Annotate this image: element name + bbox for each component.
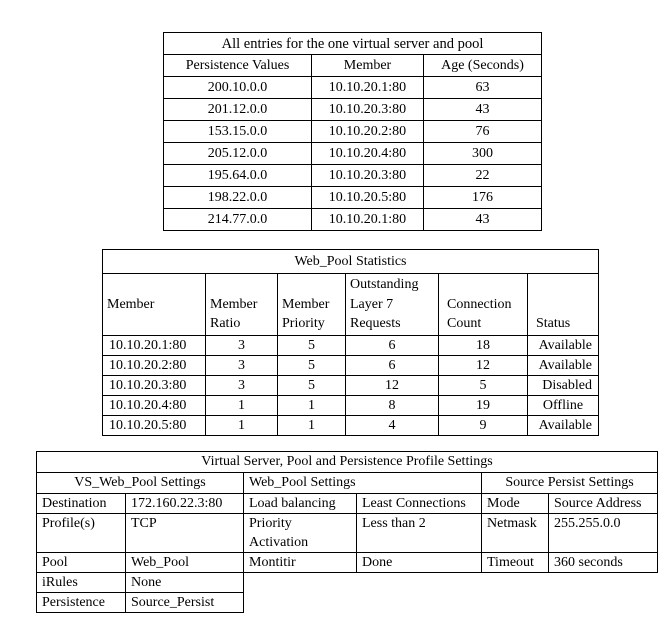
column-header: Status [528, 274, 599, 336]
table-row [164, 187, 542, 209]
table-row [164, 77, 542, 99]
settings-table [36, 451, 658, 613]
persistence-value: 214.77.0.0 [164, 209, 312, 231]
column-header: Age (Seconds) [424, 55, 542, 77]
setting-label: Profile(s) [37, 514, 126, 553]
setting-value: Done [357, 553, 482, 573]
column-header: Outstanding Layer 7 Requests [346, 274, 439, 336]
status: Offline [528, 395, 599, 415]
setting-label: Timeout [482, 553, 549, 573]
column-header: Persistence Values [164, 55, 312, 77]
status: Disabled [528, 375, 599, 395]
outstanding-requests: 8 [346, 395, 439, 415]
member-ratio: 3 [206, 375, 278, 395]
age: 76 [424, 121, 542, 143]
member: 10.10.20.4:80 [312, 143, 424, 165]
column-header: Member Priority [278, 274, 346, 336]
status: Available [528, 355, 599, 375]
member-priority: 1 [278, 395, 346, 415]
member: 10.10.20.1:80 [103, 335, 206, 355]
outstanding-requests: 4 [346, 415, 439, 435]
age: 43 [424, 209, 542, 231]
connection-count: 5 [439, 375, 528, 395]
status: Available [528, 335, 599, 355]
setting-value: TCP [126, 514, 244, 553]
setting-value: Web_Pool [126, 553, 244, 573]
persist-settings-header: Source Persist Settings [482, 473, 658, 494]
persistence-value: 205.12.0.0 [164, 143, 312, 165]
member: 10.10.20.5:80 [103, 415, 206, 435]
connection-count: 12 [439, 355, 528, 375]
table-row [164, 209, 542, 231]
age: 22 [424, 165, 542, 187]
table-row [103, 415, 599, 435]
member-priority: 5 [278, 375, 346, 395]
member: 10.10.20.2:80 [103, 355, 206, 375]
age: 300 [424, 143, 542, 165]
member: 10.10.20.5:80 [312, 187, 424, 209]
table-row [103, 375, 599, 395]
member-ratio: 1 [206, 395, 278, 415]
member-ratio: 3 [206, 355, 278, 375]
persistence-value: 153.15.0.0 [164, 121, 312, 143]
table-row [164, 99, 542, 121]
table-row [37, 553, 658, 573]
column-header: Connection Count [439, 274, 528, 336]
outstanding-requests: 6 [346, 335, 439, 355]
table-row [164, 143, 542, 165]
connection-count: 19 [439, 395, 528, 415]
setting-label: Priority Activation [244, 514, 357, 553]
pool-statistics-table [102, 249, 599, 436]
member-priority: 5 [278, 335, 346, 355]
table-row [103, 395, 599, 415]
table-row [164, 165, 542, 187]
column-header: Member [103, 274, 206, 336]
setting-label: Mode [482, 494, 549, 514]
persistence-value: 195.64.0.0 [164, 165, 312, 187]
table-row [37, 514, 658, 553]
member: 10.10.20.1:80 [312, 77, 424, 99]
table-row [164, 121, 542, 143]
table-title: Web_Pool Statistics [103, 250, 599, 274]
setting-value: Least Connections [357, 494, 482, 514]
persistence-table [163, 32, 542, 231]
setting-value: 172.160.22.3:80 [126, 494, 244, 514]
setting-value: Source_Persist [126, 593, 244, 613]
setting-value: 360 seconds [549, 553, 658, 573]
setting-value: 255.255.0.0 [549, 514, 658, 553]
setting-label: Montitir [244, 553, 357, 573]
member: 10.10.20.1:80 [312, 209, 424, 231]
setting-label: Pool [37, 553, 126, 573]
setting-label: iRules [37, 573, 126, 593]
setting-label: Persistence [37, 593, 126, 613]
vs-settings-header: VS_Web_Pool Settings [37, 473, 244, 494]
setting-value: None [126, 573, 244, 593]
table-row [103, 355, 599, 375]
outstanding-requests: 6 [346, 355, 439, 375]
pool-settings-header: Web_Pool Settings [244, 473, 482, 494]
setting-label: Destination [37, 494, 126, 514]
table-row [37, 573, 658, 593]
column-header: Member [312, 55, 424, 77]
member: 10.10.20.3:80 [312, 165, 424, 187]
member: 10.10.20.3:80 [103, 375, 206, 395]
persistence-value: 200.10.0.0 [164, 77, 312, 99]
connection-count: 9 [439, 415, 528, 435]
member: 10.10.20.4:80 [103, 395, 206, 415]
persistence-value: 198.22.0.0 [164, 187, 312, 209]
column-header: Member Ratio [206, 274, 278, 336]
setting-label: Load balancing [244, 494, 357, 514]
table-row [37, 593, 658, 613]
status: Available [528, 415, 599, 435]
table-row [103, 335, 599, 355]
table-title: Virtual Server, Pool and Persistence Profile Settings [37, 452, 658, 473]
setting-value: Less than 2 [357, 514, 482, 553]
table-row [37, 494, 658, 514]
setting-label: Netmask [482, 514, 549, 553]
table-title: All entries for the one virtual server and pool [164, 33, 542, 55]
member-priority: 5 [278, 355, 346, 375]
member: 10.10.20.2:80 [312, 121, 424, 143]
persistence-value: 201.12.0.0 [164, 99, 312, 121]
age: 176 [424, 187, 542, 209]
setting-value: Source Address [549, 494, 658, 514]
age: 43 [424, 99, 542, 121]
outstanding-requests: 12 [346, 375, 439, 395]
member-ratio: 3 [206, 335, 278, 355]
member: 10.10.20.3:80 [312, 99, 424, 121]
connection-count: 18 [439, 335, 528, 355]
age: 63 [424, 77, 542, 99]
member-ratio: 1 [206, 415, 278, 435]
member-priority: 1 [278, 415, 346, 435]
